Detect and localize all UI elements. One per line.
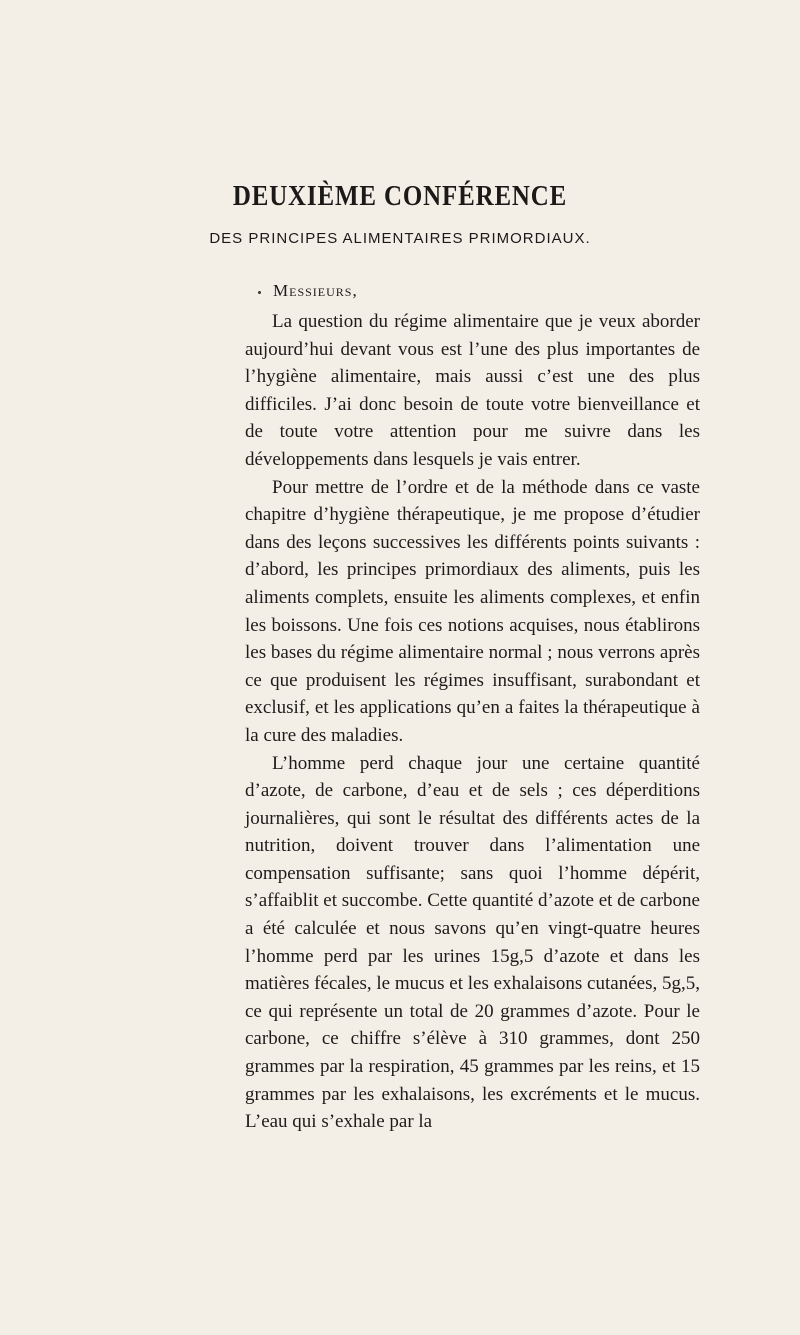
paragraph-2: Pour mettre de l’ordre et de la méthode dans ce vaste chapitre d’hygiène thérapeutique, je me propose d’étudier dans des leçons successives les différents points suivants : d’abord, les principes primordiaux des aliments, puis les aliments complets, ensuite les aliments complexes, et enfin les boissons. Une fois ces notions acquises, nous établirons les bases du régime alimentaire normal ; nous verrons après ce que produisent les régimes insuffisant, surabondant et exclusif, et les applications qu’en a faites la thérapeutique à la cure des maladies. (245, 476, 700, 746)
ink-speck (258, 291, 261, 294)
salutation: Messieurs, (273, 281, 358, 300)
paragraph-3: L’homme perd chaque jour une certaine quantité d’azote, de carbone, d’eau et de sels ; ces déperditions journalières, qui sont le résultat des différents actes de la nutrition, doivent trouver dans l’alimentation une compensation suffisante; sans quoi l’homme dépérit, s’affaiblit et succombe. Cette quantité d’azote et de carbone a été calculée et nous savons qu’en vingt-quatre heures l’homme perd par les urines 15g,5 d’azote et dans les matières fécales, le mucus et les exhalaisons cutanées, 5g,5, ce qui représente un total de 20 grammes d’azote. Pour le carbone, ce chiffre s’élève à 310 grammes, dont 250 grammes par la respiration, 45 grammes par les reins, et 15 grammes par les exhalaisons, les excréments et le mucus. L’eau qui s’exhale par la (245, 752, 700, 1133)
paragraph-1: La question du régime alimentaire que je veux aborder aujourd’hui devant vous est l’une des plus importantes de l’hygiène alimentaire, mais aussi c’est une des plus difficiles. J’ai donc besoin de toute votre bienveillance et de toute votre attention pour me suivre dans les développements dans lesquels je vais entrer. (245, 311, 700, 470)
chapter-subheading: DES PRINCIPES ALIMENTAIRES PRIMORDIAUX. (209, 230, 591, 247)
chapter-heading: DEUXIÈME CONFÉRENCE (232, 180, 568, 212)
body-text (245, 308, 700, 1136)
